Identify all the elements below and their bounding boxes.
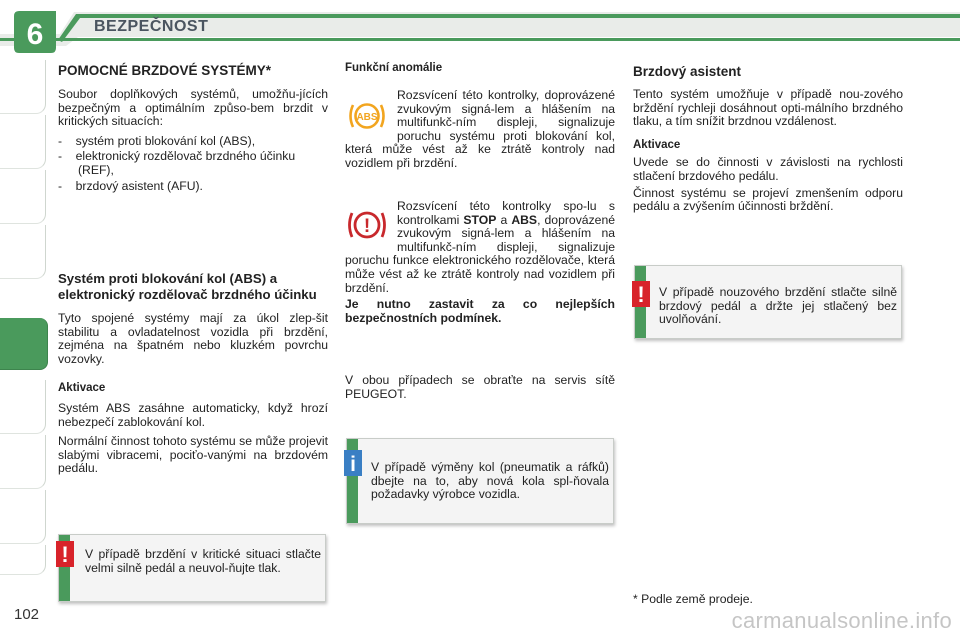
warning-note-left: [58, 534, 326, 602]
list-item: - systém proti blokování kol (ABS),: [58, 133, 256, 148]
brake-assist-title: Brzdový asistent: [633, 64, 742, 79]
watermark: carmanualsonline.info: [731, 608, 952, 633]
side-tabs: [0, 60, 50, 580]
svg-text:ABS: ABS: [356, 112, 378, 123]
intro-paragraph: Soubor doplňkových systémů, umožňu-jících bezpečným a optimálním způso-bem brzdit v kritických situacích:: [58, 87, 328, 129]
list-item: - brzdový asistent (AFU).: [58, 178, 203, 193]
side-tab[interactable]: [0, 115, 46, 169]
service-paragraph: V obou případech se obraťte na servis sítě PEUGEOT.: [345, 373, 615, 401]
warning-icon: [56, 541, 74, 567]
side-tab[interactable]: [0, 545, 46, 575]
info-note-text: V případě výměny kol (pneumatik a ráfků) dbejte na to, aby nová kola spl-ňovala požadavky výrobce vozidla.: [371, 460, 609, 502]
svg-text:!: !: [637, 282, 645, 307]
abs-lamp-label: ABS: [511, 212, 538, 227]
brake-assist-intro: Tento systém umožňuje v případě nou-zového brždění rychleji dosáhnout opti-málního brzdného tlaku, a tím snížit brzdnou vzdálenost.: [633, 87, 903, 129]
stop-lamp-label: STOP: [463, 212, 497, 227]
chapter-badge: [10, 8, 60, 54]
side-tab[interactable]: [0, 225, 46, 279]
abs-section: [58, 271, 328, 482]
brake-assist-activation-2: Činnost systému se projeví zmenšením odporu pedálu a zvýšením účinnosti brždění.: [633, 185, 903, 214]
side-tab[interactable]: [0, 60, 46, 114]
stop-instruction: Je nutno zastavit za co nejlepších bezpečnostních podmínek.: [345, 297, 615, 325]
abs-paragraph: Tyto spojené systémy mají za úkol zlep-šit stabilitu a ovladatelnost vozidla při brzdění, zejména na špatném nebo kluzkém povrchu vozovky.: [58, 311, 328, 366]
page-number: 102: [14, 606, 40, 623]
side-tab[interactable]: [0, 380, 46, 434]
activation-heading: Aktivace: [58, 382, 106, 395]
info-icon: [344, 450, 362, 476]
brake-assist-activation-1: Uvede se do činnosti v závislosti na rychlosti stlačení brzdového pedálu.: [633, 155, 903, 183]
left-column: [58, 62, 328, 195]
side-tab[interactable]: [0, 490, 46, 544]
list-item: - elektronický rozdělovač brzdného účinku (REF),: [58, 149, 296, 177]
side-tab[interactable]: [0, 170, 46, 224]
abs-section-title: Systém proti blokování kol (ABS) a elektronický rozdělovač brzdného účinku: [58, 271, 317, 302]
activation-paragraph-2: Normální činnost tohoto systému se může projevit slabými vibracemi, pociťo-vanými na brzdovém pedálu.: [58, 434, 328, 476]
warning-note-right: [634, 265, 902, 339]
section-title-braking-systems: POMOCNÉ BRZDOVÉ SYSTÉMY*: [58, 63, 272, 78]
footnote: * Podle země prodeje.: [633, 592, 753, 606]
svg-text:i: i: [350, 453, 356, 476]
anomaly-paragraph-1: Rozsvícení této kontrolky, doprovázené zvukovým signá-lem a hlášením na multifunkč-ním displeji, signalizuje poruchu systému proti blokování kol, která může vést až ke ztrátě kontroly nad vozidlem při brzdění.: [345, 88, 615, 170]
anomaly-heading: Funkční anomálie: [345, 62, 443, 74]
chapter-number: 6: [26, 18, 44, 51]
anomaly-paragraph-2: Rozsvícení této kontrolky spo-lu s kontrolkami STOP a ABS, doprovázené zvukovým signá-lem a hlášením na multifunkč-ním displeji, signalizuje poruchu funkce elektronického rozdělovače, která může vést až ke ztrátě kontroly nad vozidlem při brzdění. Je nutno zastavit za co nejlepších bezpečnostních podmínek.: [345, 199, 616, 325]
svg-text:!: !: [363, 216, 371, 237]
systems-list: [58, 135, 328, 193]
chapter-title: BEZPEČNOST: [94, 18, 209, 35]
warning-note-right-text: V případě nouzového brzdění stlačte silně brzdový pedál a držte jej stlačený bez uvolňování.: [659, 285, 897, 327]
warning-icon: [632, 281, 650, 307]
brake-assist-activation-heading: Aktivace: [633, 138, 681, 151]
warning-note-text: V případě brzdění v kritické situaci stlačte velmi silně pedál a neuvol-ňujte tlak.: [85, 547, 321, 575]
right-column: [633, 63, 903, 220]
info-note: [346, 438, 614, 524]
middle-column: [345, 62, 615, 76]
svg-text:!: !: [61, 542, 69, 567]
side-tab[interactable]: [0, 435, 46, 489]
activation-paragraph-1: Systém ABS zasáhne automaticky, když hrozí nebezpečí zablokování kol.: [58, 400, 328, 429]
side-tab-active[interactable]: [0, 318, 48, 370]
